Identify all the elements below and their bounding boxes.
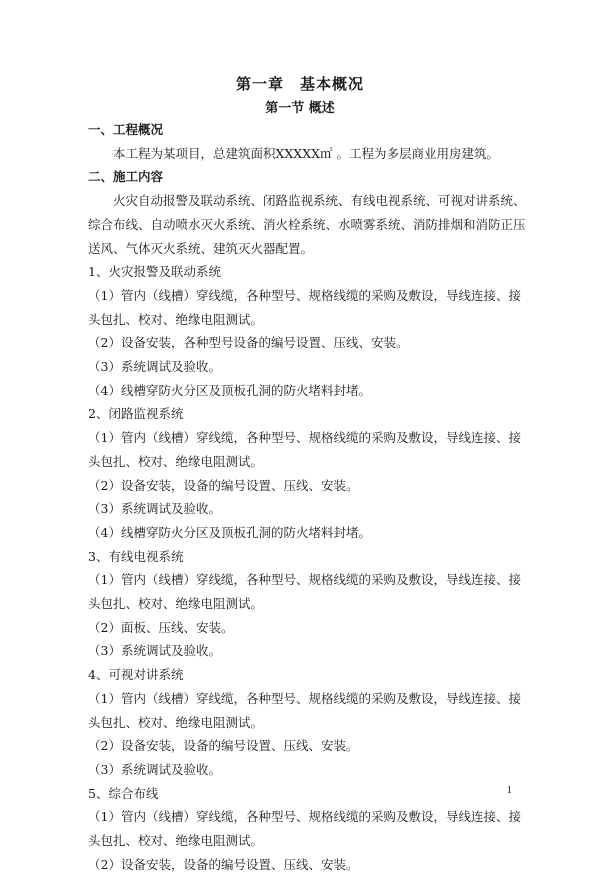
list-item: （1）管内（线槽）穿线缆，各种型号、规格线缆的采购及敷设，导线连接、接 xyxy=(88,287,521,303)
scope-line: 综合布线、自动喷水灭火系统、消火栓系统、水喷雾系统、消防排烟和消防正压 xyxy=(88,216,526,232)
chapter-title: 第一章 基本概况 xyxy=(235,75,364,93)
subsection-title: 1、火灾报警及联动系统 xyxy=(88,264,221,280)
list-item: 头包扎、校对、绝缘电阻测试。 xyxy=(88,596,264,612)
list-item: （2）设备安装，设备的编号设置、压线、安装。 xyxy=(88,477,359,493)
scope-line: 火灾自动报警及联动系统、闭路监视系统、有线电视系统、可视对讲系统、 xyxy=(113,193,526,209)
list-item: 头包扎、校对、绝缘电阻测试。 xyxy=(88,453,264,469)
list-item: （1）管内（线槽）穿线缆，各种型号、规格线缆的采购及敷设，导线连接、接 xyxy=(88,690,521,706)
list-item: （3）系统调试及验收。 xyxy=(88,761,221,777)
list-item: （1）管内（线槽）穿线缆，各种型号、规格线缆的采购及敷设，导线连接、接 xyxy=(88,572,521,588)
page-number: 1 xyxy=(506,784,512,796)
list-item: 头包扎、校对、绝缘电阻测试。 xyxy=(88,714,264,730)
list-item: （2）面板、压线、安装。 xyxy=(88,619,234,635)
list-item: （4）线槽穿防火分区及顶板孔洞的防火堵料封堵。 xyxy=(88,524,371,540)
document-body xyxy=(88,118,528,877)
heading-project-overview: 一、工程概况 xyxy=(88,122,164,137)
list-item: （2）设备安装，设备的编号设置、压线、安装。 xyxy=(88,738,359,754)
subsection-title: 5、综合布线 xyxy=(88,785,159,801)
list-item: 头包扎、校对、绝缘电阻测试。 xyxy=(88,311,264,327)
section-title: 第一节 概述 xyxy=(265,101,335,116)
list-item: （1）管内（线槽）穿线缆，各种型号、规格线缆的采购及敷设，导线连接、接 xyxy=(88,809,521,825)
list-item: （2）设备安装，设备的编号设置、压线、安装。 xyxy=(88,856,359,872)
list-item: （3）系统调试及验收。 xyxy=(88,643,221,659)
scope-line: 送风、气体灭火系统、建筑灭火器配置。 xyxy=(88,240,314,256)
list-item: （4）线槽穿防火分区及顶板孔洞的防火堵料封堵。 xyxy=(88,382,371,398)
list-item: （2）设备安装，各种型号设备的编号设置、压线、安装。 xyxy=(88,335,409,351)
subsection-title: 3、有线电视系统 xyxy=(88,548,184,564)
subsection-title: 2、闭路监视系统 xyxy=(88,406,184,422)
list-item: 头包扎、校对、绝缘电阻测试。 xyxy=(88,833,264,849)
list-item: （1）管内（线槽）穿线缆，各种型号、规格线缆的采购及敷设，导线连接、接 xyxy=(88,430,521,446)
overview-paragraph: 本工程为某项目，总建筑面积XXXXX㎡ 。工程为多层商业用房建筑。 xyxy=(113,145,499,161)
subsection-title: 4、可视对讲系统 xyxy=(88,667,184,683)
list-item: （3）系统调试及验收。 xyxy=(88,359,221,375)
heading-construction-content: 二、施工内容 xyxy=(88,169,164,185)
list-item: （3）系统调试及验收。 xyxy=(88,501,221,517)
